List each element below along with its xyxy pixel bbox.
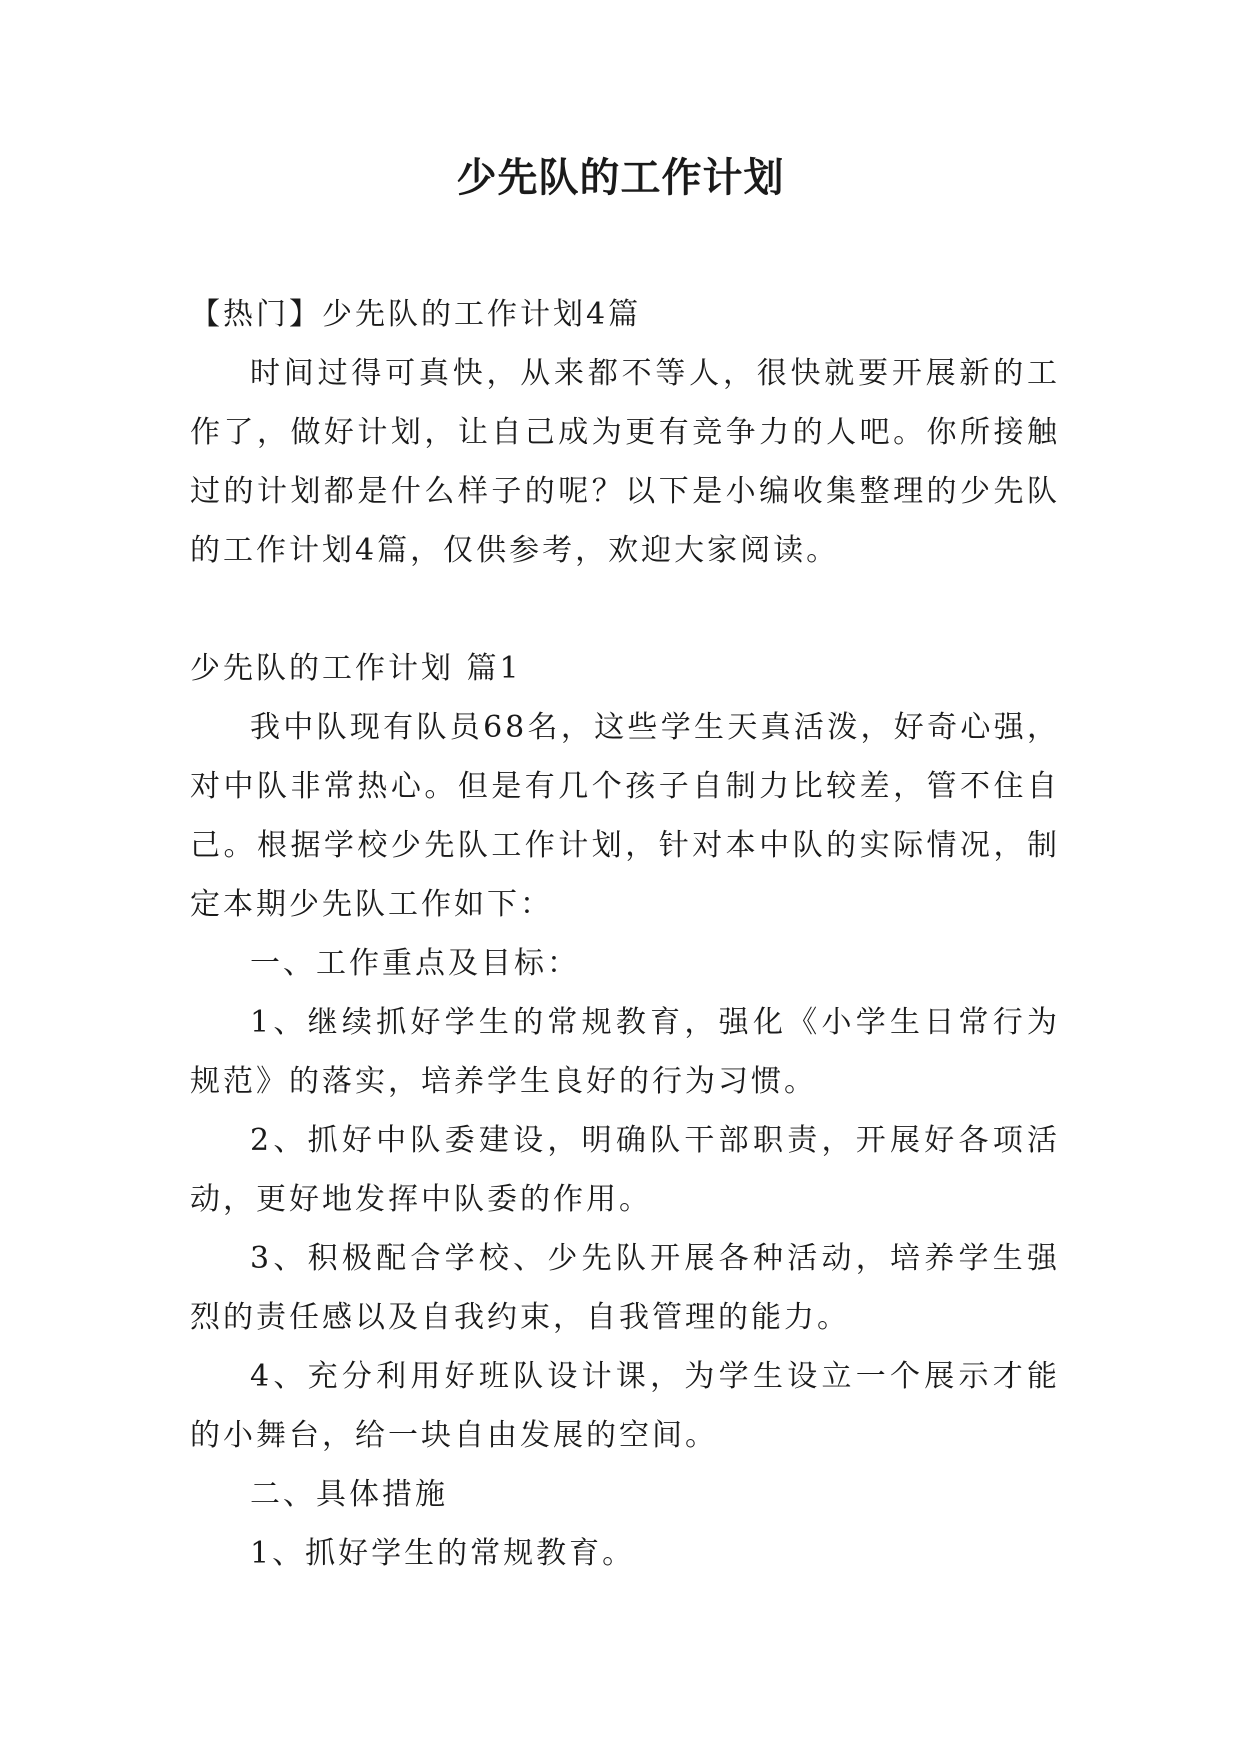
goal-item: 3、积极配合学校、少先队开展各种活动，培养学生强烈的责任感以及自我约束，自我管理的能力。 xyxy=(190,1241,1060,1335)
intro-heading: 【热门】少先队的工作计划4篇 xyxy=(190,297,642,332)
goal-item: 2、抓好中队委建设，明确队干部职责，开展好各项活动，更好地发挥中队委的作用。 xyxy=(190,1123,1060,1217)
measure-item: 1、抓好学生的常规教育。 xyxy=(250,1536,636,1571)
goal-item: 1、继续抓好学生的常规教育，强化《小学生日常行为规范》的落实，培养学生良好的行为习惯。 xyxy=(190,1005,1060,1099)
section-intro-paragraph: 我中队现有队员68名，这些学生天真活泼，好奇心强，对中队非常热心。但是有几个孩子自制力比较差，管不住自己。根据学校少先队工作计划，针对本中队的实际情况，制定本期少先队工作如下： xyxy=(190,710,1060,922)
subheading-measures: 二、具体措施 xyxy=(250,1477,448,1512)
subheading-goals: 一、工作重点及目标： xyxy=(250,946,580,981)
section-heading: 少先队的工作计划 篇1 xyxy=(190,651,522,686)
goal-item: 4、充分利用好班队设计课，为学生设立一个展示才能的小舞台，给一块自由发展的空间。 xyxy=(190,1359,1060,1453)
document-body xyxy=(190,285,1060,1583)
intro-paragraph: 时间过得可真快，从来都不等人，很快就要开展新的工作了，做好计划，让自己成为更有竞争力的人吧。你所接触过的计划都是什么样子的呢？以下是小编收集整理的少先队的工作计划4篇，仅供参考，欢迎大家阅读。 xyxy=(190,356,1060,568)
document-title: 少先队的工作计划 xyxy=(456,155,785,201)
